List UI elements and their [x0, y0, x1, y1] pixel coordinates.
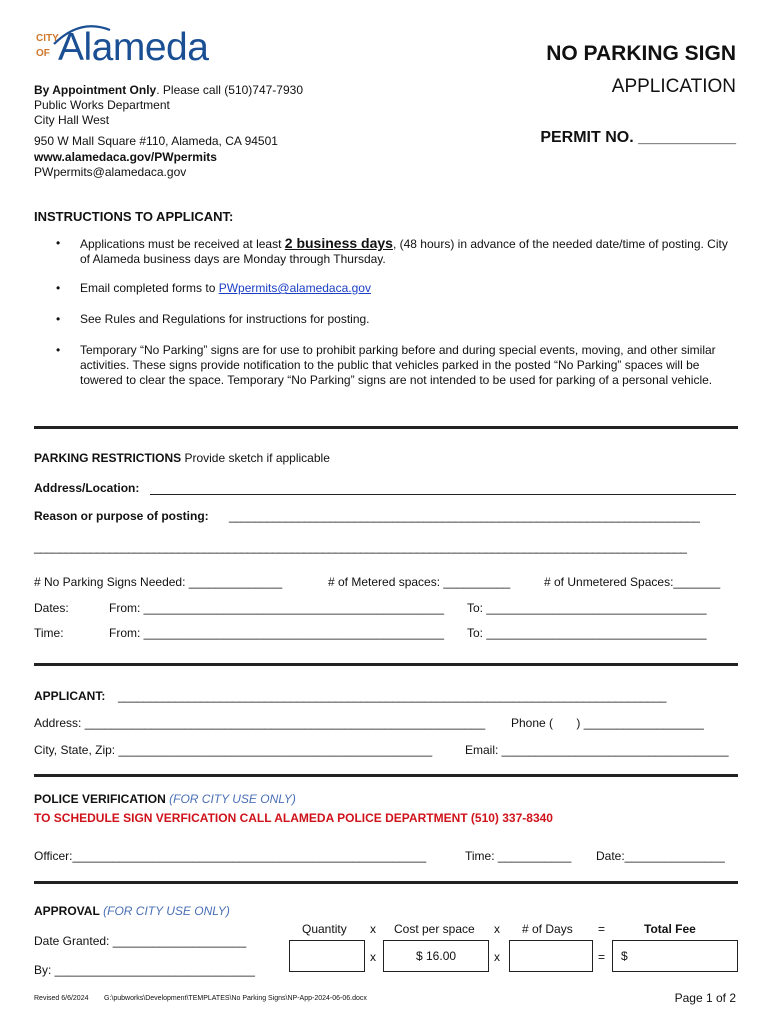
- logo-wordmark: Alameda: [58, 26, 209, 69]
- police-city-use: (FOR CITY USE ONLY): [165, 792, 296, 806]
- police-heading: [34, 792, 296, 806]
- appointment-line: [34, 83, 303, 97]
- fee-row-x2: x: [494, 950, 500, 964]
- appointment-bold: By Appointment Only: [34, 83, 157, 97]
- restrictions-note: Provide sketch if applicable: [181, 451, 330, 465]
- address-location-label: Address/Location:: [34, 481, 140, 495]
- metered-spaces-field[interactable]: # of Metered spaces: __________: [328, 575, 511, 589]
- officer-field[interactable]: Officer:_____________________________________________________: [34, 849, 427, 863]
- fee-col-eq: =: [598, 922, 606, 936]
- section-divider: [34, 881, 738, 884]
- permit-number: PERMIT NO. ___________: [540, 129, 736, 146]
- restrictions-title: PARKING RESTRICTIONS: [34, 451, 182, 465]
- time-from-field[interactable]: From: _____________________________________________: [109, 626, 444, 640]
- instruction-text: , (48 hours) in advance of the needed date/time of posting. City of Alameda business days are Monday through Thursday.: [80, 237, 728, 266]
- bullet-icon: •: [56, 312, 61, 326]
- fee-col-days: # of Days: [522, 922, 573, 936]
- instructions-heading: INSTRUCTIONS TO APPLICANT:: [34, 209, 234, 224]
- bullet-icon: •: [56, 281, 61, 295]
- page-number: Page 1 of 2: [674, 991, 736, 1005]
- page-title: NO PARKING SIGN: [546, 42, 736, 65]
- email-line[interactable]: PWpermits@alamedaca.gov: [34, 165, 187, 179]
- address-location-field[interactable]: [150, 494, 736, 495]
- reason-label: Reason or purpose of posting:: [34, 509, 209, 523]
- bullet-icon: •: [56, 343, 61, 357]
- instruction-item: [34, 312, 734, 327]
- email-forms-link[interactable]: PWpermits@alamedaca.gov: [218, 281, 371, 295]
- quantity-input[interactable]: [289, 940, 365, 972]
- instruction-emphasis: 2 business days: [284, 235, 393, 251]
- city-logo: [34, 24, 209, 76]
- instruction-item: [34, 343, 734, 388]
- approved-by-field[interactable]: By: ______________________________: [34, 963, 255, 977]
- revised-date: Revised 6/6/2024: [34, 995, 89, 1002]
- reason-field[interactable]: ___________________________________________________________________________: [229, 509, 700, 523]
- applicant-address-field[interactable]: Address: ____________________________________________________________: [34, 716, 486, 730]
- address-line: 950 W Mall Square #110, Alameda, CA 94501: [34, 134, 278, 148]
- applicant-phone-field[interactable]: Phone ( ) __________________: [511, 716, 704, 730]
- instruction-text: Temporary “No Parking” signs are for use to prohibit parking before and during special events, moving, and other similar activities. These signs provide notification to the public that vehicles parked in the posted “No Parking” spaces will be towered to clear the space. Temporary “No Parking” signs are not intended to be used for parking of a personal vehicle.: [80, 343, 716, 387]
- approval-title: APPROVAL: [34, 904, 100, 918]
- instruction-item: [34, 236, 730, 267]
- reason-field-continued[interactable]: ________________________________________________________________________________________________________: [34, 540, 687, 554]
- website-link[interactable]: www.alamedaca.gov/PWpermits: [34, 150, 217, 164]
- police-title: POLICE VERIFICATION: [34, 792, 166, 806]
- fee-col-cost: Cost per space: [394, 922, 475, 936]
- time-to-field[interactable]: To: _________________________________: [467, 626, 707, 640]
- dates-label: Dates:: [34, 601, 69, 615]
- applicant-name-field[interactable]: ______________________________________________________________________________________: [118, 689, 667, 703]
- fee-col-x2: x: [494, 922, 500, 936]
- appointment-phone: . Please call (510)747-7930: [156, 83, 303, 97]
- total-fee-input[interactable]: [612, 940, 738, 972]
- approval-heading: [34, 904, 230, 918]
- date-granted-field[interactable]: Date Granted: ____________________: [34, 934, 247, 948]
- dates-to-field[interactable]: To: _________________________________: [467, 601, 707, 615]
- section-divider: [34, 663, 738, 666]
- section-divider: [34, 774, 738, 777]
- logo-city-bottom: OF: [36, 48, 50, 59]
- instruction-text: Email completed forms to: [80, 281, 219, 295]
- fee-col-x1: x: [370, 922, 376, 936]
- total-fee-dollar: $: [621, 949, 628, 963]
- dept-line: Public Works Department: [34, 98, 170, 112]
- fee-row-eq: =: [598, 950, 606, 964]
- instruction-text: Applications must be received at least: [80, 237, 285, 251]
- applicant-email-field[interactable]: Email: __________________________________: [465, 743, 729, 757]
- fee-col-total: Total Fee: [644, 922, 696, 936]
- file-path: G:\pubworks\Development\TEMPLATES\No Parking Signs\NP-App-2024-06-06.docx: [104, 995, 367, 1002]
- bullet-icon: •: [56, 236, 61, 250]
- signs-needed-field[interactable]: # No Parking Signs Needed: ______________: [34, 575, 283, 589]
- restrictions-heading: [34, 451, 330, 465]
- instruction-item: [34, 281, 734, 296]
- cost-per-space-box: [383, 940, 489, 972]
- cost-per-space-value: $ 16.00: [416, 949, 457, 963]
- page-subtitle: APPLICATION: [611, 76, 736, 97]
- applicant-city-field[interactable]: City, State, Zip: _______________________________________________: [34, 743, 433, 757]
- days-input[interactable]: [509, 940, 593, 972]
- logo-city-top: CITY: [36, 33, 59, 44]
- police-time-field[interactable]: Time: ___________: [465, 849, 572, 863]
- approval-city-use: (FOR CITY USE ONLY): [99, 904, 230, 918]
- police-date-field[interactable]: Date:_______________: [596, 849, 725, 863]
- instructions-list: [34, 236, 734, 404]
- section-divider: [34, 426, 738, 429]
- dates-from-field[interactable]: From: _____________________________________________: [109, 601, 444, 615]
- instruction-text: See Rules and Regulations for instructions for posting.: [80, 312, 370, 326]
- police-schedule-note: TO SCHEDULE SIGN VERFICATION CALL ALAMEDA POLICE DEPARTMENT (510) 337-8340: [34, 811, 553, 825]
- applicant-label: APPLICANT:: [34, 689, 106, 703]
- building-line: City Hall West: [34, 113, 110, 127]
- fee-col-quantity: Quantity: [302, 922, 347, 936]
- time-label: Time:: [34, 626, 64, 640]
- fee-row-x1: x: [370, 950, 376, 964]
- unmetered-spaces-field[interactable]: # of Unmetered Spaces:_______: [544, 575, 721, 589]
